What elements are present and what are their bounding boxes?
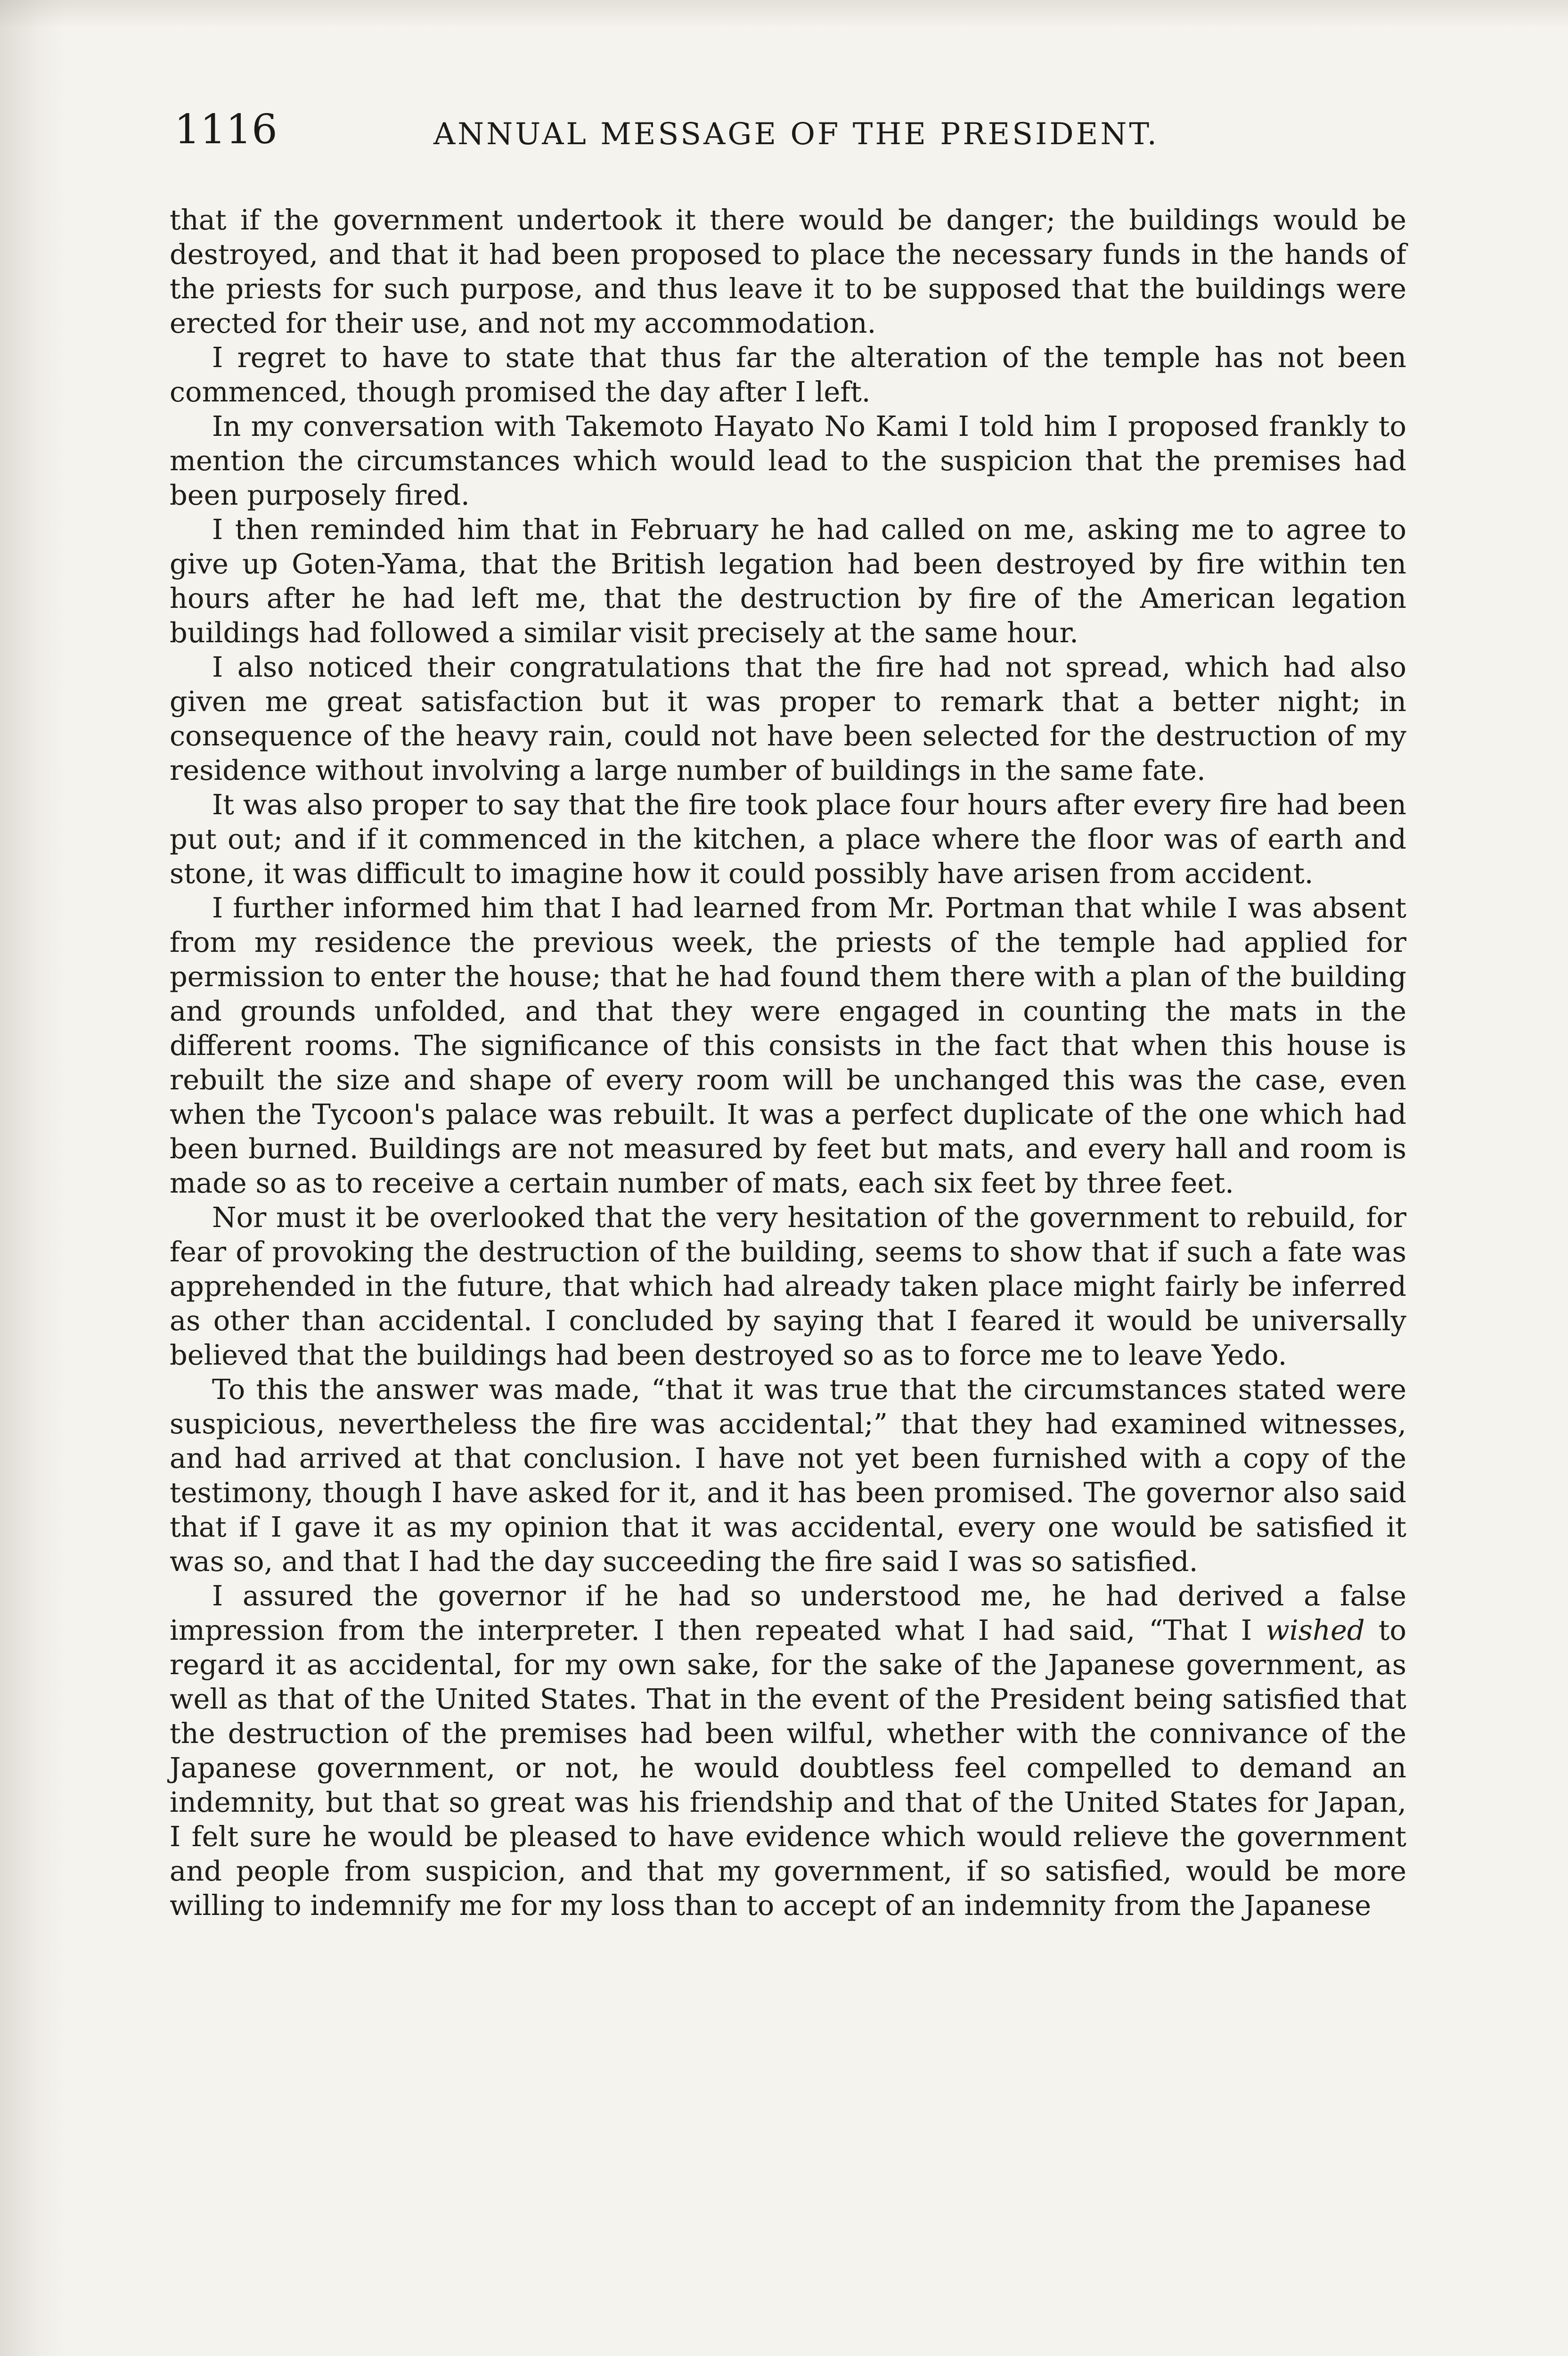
paragraph-10 [170,1579,1406,1922]
paragraph-8: Nor must it be overlooked that the very hesitation of the government to rebuild, for fear of provoking the destruction of the building, seems to show that if such a fate was apprehended in the future, that which had already taken place might fairly be inferred as other than accidental. I concluded by saying that I feared it would be universally believed that the buildings had been destroyed so as to force me to leave Yedo. [170,1201,1406,1371]
paragraph-7: I further informed him that I had learned from Mr. Portman that while I was absent from my residence the previous week, the priests of the temple had applied for permission to enter the house; that he had found them there with a plan of the building and grounds unfolded, and that they were engaged in counting the mats in the different rooms. The significance of this consists in the fact that when this house is rebuilt the size and shape of every room will be unchanged this was the case, even when the Tycoon's palace was rebuilt. It was a perfect duplicate of the one which had been burned. Buildings are not measured by feet but mats, and every hall and room is made so as to receive a certain number of mats, each six feet by three feet. [170,892,1406,1199]
paragraph-10-after-italic: to regard it as accidental, for my own sake, for the sake of the Japanese government, as well as that of the United States. That in the event of the President being satisfied that the destruction of the premises had been wilful, whether with the connivance of the Japanese government, or not, he would doubtless feel compelled to demand an indemnity, but that so great was his friendship and that of the United States for Japan, I felt sure he would be pleased to have evidence which would relieve the government and people from suspicion, and that my government, if so satisfied, would be more willing to indemnify me for my loss than to accept of an indemnity from the Japanese [170,1614,1406,1922]
paragraph-1: that if the government undertook it there would be danger; the buildings would be destroyed, and that it had been proposed to place the necessary funds in the hands of the priests for such purpose, and thus leave it to be supposed that the buildings were erected for their use, and not my accommodation. [170,204,1406,339]
page-number: 1116 [174,106,278,153]
page-top-shadow [0,0,1568,28]
page-shadow-edge [0,0,66,2356]
body-text [170,203,1406,1922]
paragraph-10-before-italic: I assured the governor if he had so understood me, he had derived a false impression from the interpreter. I then repeated what I had said, “That I [170,1579,1406,1646]
running-head: ANNUAL MESSAGE OF THE PRESIDENT. [433,117,1159,152]
paragraph-10-italic-word: wished [1266,1614,1365,1646]
paragraph-9: To this the answer was made, “that it was true that the circumstances stated were suspicious, nevertheless the fire was accidental;” that they had examined witnesses, and had arrived at that conclusion. I have not yet been furnished with a copy of the testimony, though I have asked for it, and it has been promised. The governor also said that if I gave it as my opinion that it was accidental, every one would be satisfied it was so, and that I had the day succeeding the fire said I was so satisfied. [170,1373,1406,1578]
paragraph-4: I then reminded him that in February he had called on me, asking me to agree to give up Goten-Yama, that the British legation had been destroyed by fire within ten hours after he had left me, that the destruction by fire of the American legation buildings had followed a similar visit precisely at the same hour. [170,513,1406,649]
page-header [174,99,1409,160]
paragraph-2: I regret to have to state that thus far the alteration of the temple has not been commenced, though promised the day after I left. [170,341,1406,408]
paragraph-5: I also noticed their congratulations that the fire had not spread, which had also given me great satisfaction but it was proper to remark that a better night; in consequence of the heavy rain, could not have been selected for the destruction of my residence without involving a large number of buildings in the same fate. [170,651,1406,786]
paragraph-3: In my conversation with Takemoto Hayato No Kami I told him I proposed frankly to mention the circumstances which would lead to the suspicion that the premises had been purposely fired. [170,410,1406,511]
paragraph-6: It was also proper to say that the fire took place four hours after every fire had been put out; and if it commenced in the kitchen, a place where the floor was of earth and stone, it was difficult to imagine how it could possibly have arisen from accident. [170,788,1406,890]
